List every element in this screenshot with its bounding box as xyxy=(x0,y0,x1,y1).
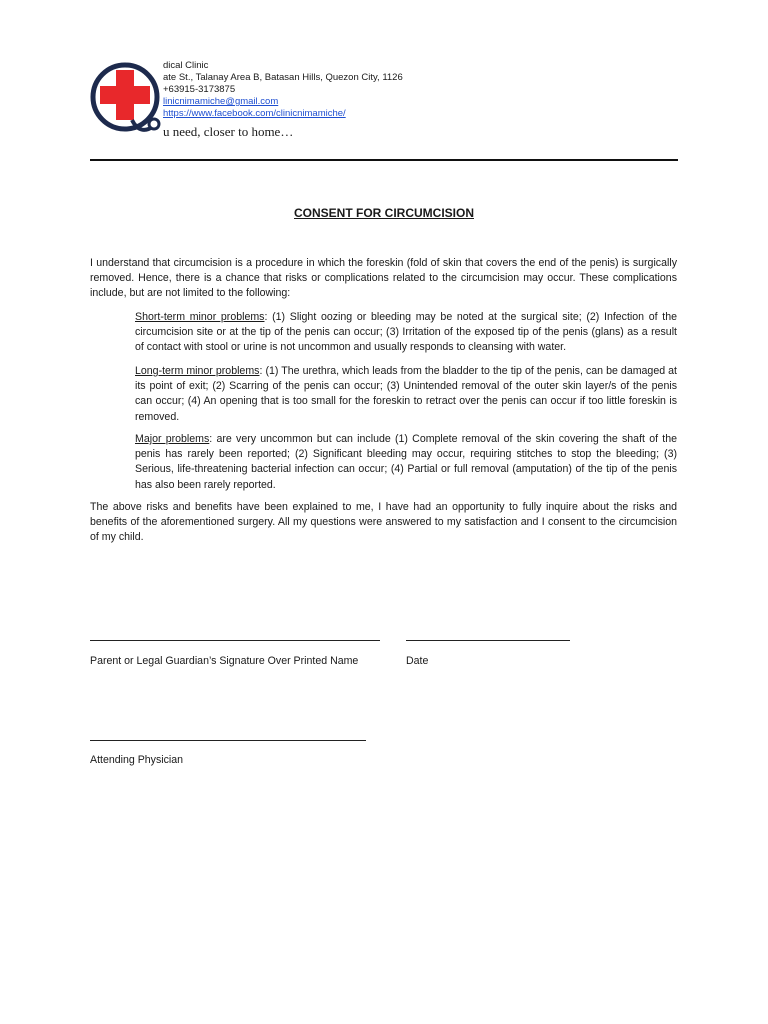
clinic-name: dical Clinic xyxy=(163,60,209,71)
major-problems-paragraph xyxy=(135,432,677,493)
long-term-paragraph xyxy=(135,364,677,425)
physician-signature-line xyxy=(90,740,366,741)
guardian-signature-line xyxy=(90,640,380,641)
date-label: Date xyxy=(406,655,429,667)
clinic-slogan: u need, closer to home… xyxy=(163,124,294,139)
date-line xyxy=(406,640,570,641)
clinic-address: ate St., Talanay Area B, Batasan Hills, Quezon City, 1126 xyxy=(163,72,403,83)
guardian-signature-label: Parent or Legal Guardian’s Signature Over Printed Name xyxy=(90,655,359,667)
major-problems-text: : are very uncommon but can include (1) Complete removal of the skin covering the shaft of the penis has rarely been reported; (2) Significant bleeding may occur, requiring stitches to stop the bleeding; (3) Serious, life-threatening bacterial infection can occur; (4) Partial or full removal (amputation) of the tip of the penis has also been rarely reported. xyxy=(135,433,677,491)
intro-paragraph: I understand that circumcision is a procedure in which the foreskin (fold of skin that covers the end of the penis) is surgically removed. Hence, there is a chance that risks or complications related to the circumcision may occur. These complications include, but are not limited to the following: xyxy=(90,257,677,300)
long-term-text: : (1) The urethra, which leads from the bladder to the tip of the penis, can be damaged at its point of exit; (2) Scarring of the penis can occur; (3) Unintended removal of the outer skin layer/s of the penis can occur; (4) An opening that is too small for the foreskin to retract over the penis can occur if too little foreskin is removed. xyxy=(135,365,677,423)
clinic-facebook-link[interactable]: https://www.facebook.com/clinicnimamiche/ xyxy=(163,108,346,119)
short-term-paragraph xyxy=(135,310,677,356)
physician-label: Attending Physician xyxy=(90,754,184,766)
document-title: CONSENT FOR CIRCUMCISION xyxy=(294,206,474,220)
clinic-email-link[interactable]: linicnimamiche@gmail.com xyxy=(163,96,279,107)
closing-paragraph: The above risks and benefits have been explained to me, I have had an opportunity to fully inquire about the risks and benefits of the aforementioned surgery. All my questions were answered to my satisfaction and I consent to the circumcision of my child. xyxy=(90,501,677,544)
long-term-heading: Long-term minor problems xyxy=(135,365,260,377)
short-term-heading: Short-term minor problems xyxy=(135,311,265,323)
short-term-text: : (1) Slight oozing or bleeding may be noted at the surgical site; (2) Infection of the circumcision site or at the tip of the penis can occur; (3) Irritation of the exposed tip of the penis (glans) as a result of contact with stool or urine is not uncommon and usually responds to cleansing with water. xyxy=(135,311,677,354)
major-problems-heading: Major problems xyxy=(135,433,210,445)
header-divider xyxy=(90,159,678,161)
clinic-logo-icon xyxy=(88,60,168,140)
clinic-phone: +63915-3173875 xyxy=(163,84,236,95)
